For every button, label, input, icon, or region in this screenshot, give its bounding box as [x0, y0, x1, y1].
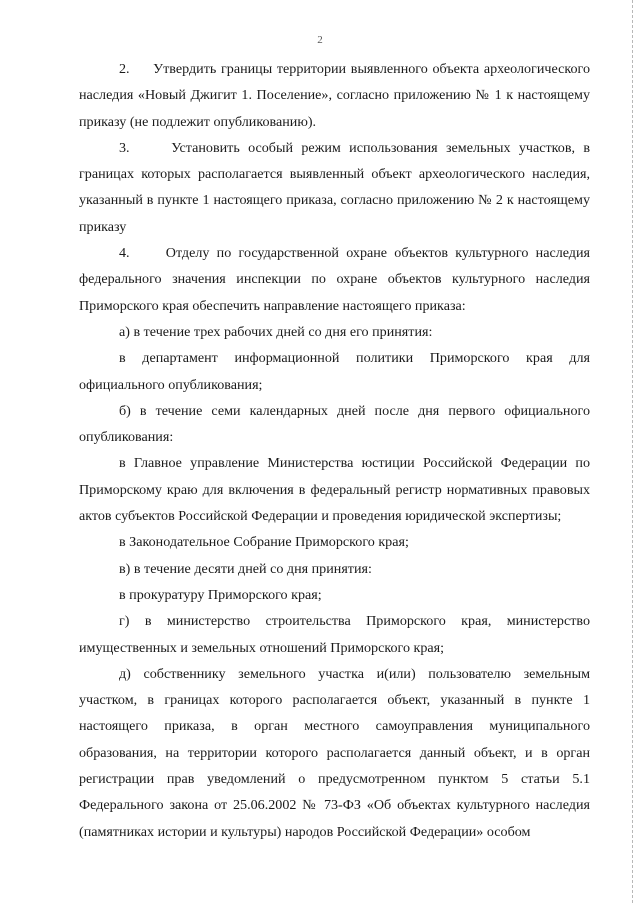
recipient-prosecutor: в прокуратуру Приморского края;: [119, 586, 322, 603]
subparagraph-b: б) в течение семи календарных дней после дня первого официального опубликования:: [79, 402, 590, 446]
scan-edge-line: [632, 0, 633, 905]
recipient-info-policy-dept: в департамент информационной политики Приморского края для официального опубликования;: [79, 350, 590, 393]
paragraph-item-2: 2. Утвердить границы территории выявленного объекта археологического наследия «Новый Джигит 1. Поселение», согласно приложению № 1 к настоящему приказу (не подлежит опубликованию).: [79, 61, 590, 130]
subparagraph-a: а) в течение трех рабочих дней со дня его принятия:: [119, 323, 433, 340]
paragraph-item-4: 4. Отделу по государственной охране объектов культурного наследия федерального значения инспекции по охране объектов культурного наследия Приморского края обеспечить направление настоящего приказа:: [79, 245, 590, 314]
recipient-ministry-of-justice: в Главное управление Министерства юстиции Российской Федерации по Приморскому краю для включения в федеральный регистр нормативных правовых актов субъектов Российской Федерации и проведения юридической экспертизы;: [79, 455, 590, 525]
subparagraph-d: д) собственнику земельного участка и(или) пользователю земельным участком, в границах которого располагается объект, указанный в пункте 1 настоящего приказа, в орган местного самоуправления муниципального образования, на территории которого располагается данный объект, и в орган регистрации прав уведомлений о предусмотренном пунктом 5 статьи 5.1 Федерального закона от 25.06.2002 № 73-ФЗ «Об объектах культурного наследия (памятниках истории и культуры) народов Российской Федерации» особом: [79, 665, 590, 840]
page-number: 2: [317, 34, 323, 46]
document-body: [79, 56, 590, 845]
paragraph-item-3: 3. Установить особый режим использования земельных участков, в границах которых располагается выявленный объект археологического наследия, указанный в пункте 1 настоящего приказа, согласно приложению № 2 к настоящему приказу: [79, 139, 590, 235]
subparagraph-g: г) в министерство строительства Приморского края, министерство имущественных и земельных отношений Приморского края;: [79, 613, 590, 656]
subparagraph-v: в) в течение десяти дней со дня принятия:: [119, 560, 372, 577]
recipient-legislative-assembly: в Законодательное Собрание Приморского края;: [119, 534, 409, 551]
